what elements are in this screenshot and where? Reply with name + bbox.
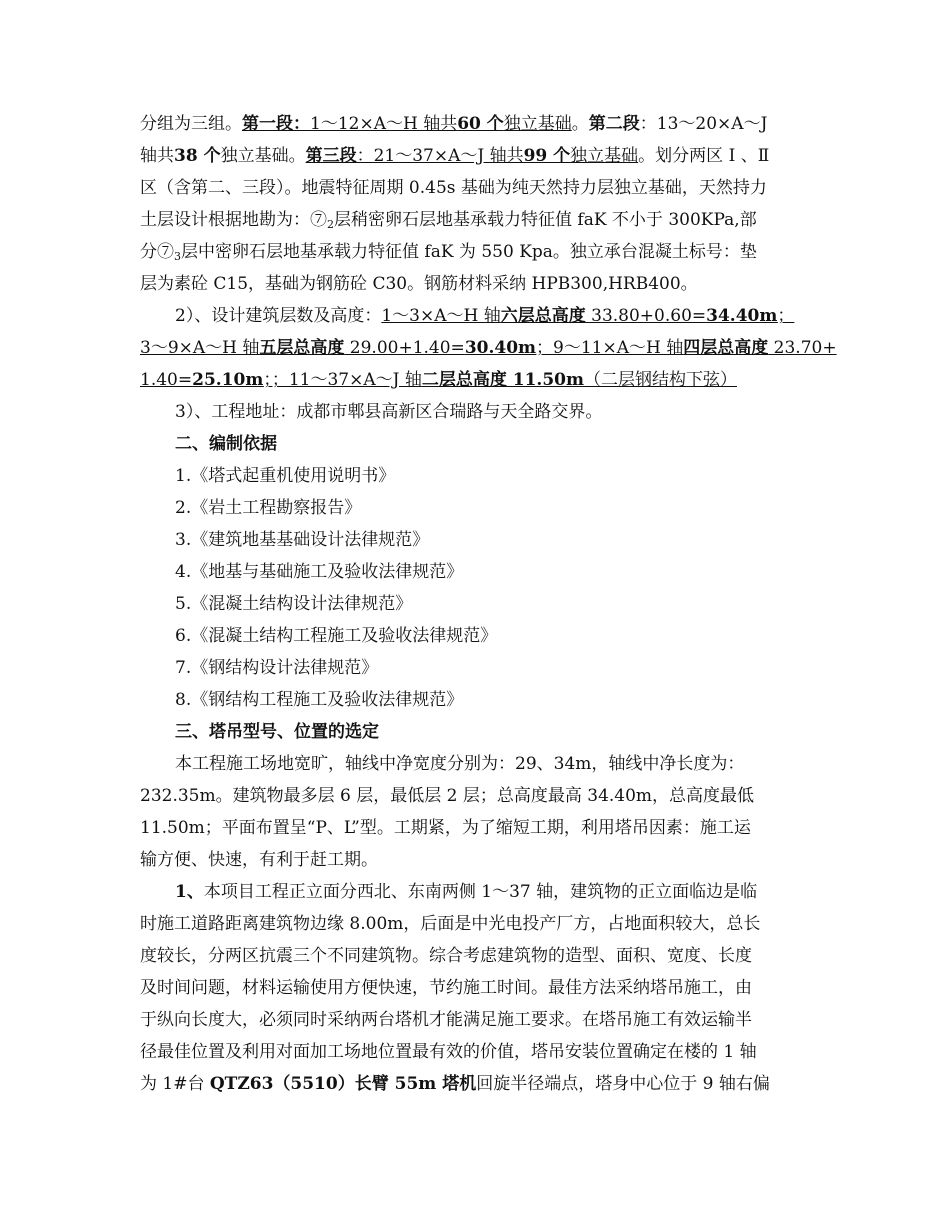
text-span: 层稍密卵石层地基承载力特征值 faK 不小于 300KPa,部: [334, 210, 757, 230]
text-line: 径最佳位置及利用对面加工场地位置最有效的价值，塔吊安装位置确定在楼的 1 轴: [140, 1042, 757, 1062]
bold-span: 第二段: [588, 114, 640, 134]
emphasis-span: 六层总高度: [500, 306, 586, 326]
text-line: [140, 332, 837, 364]
bold-span: QTZ63（5510）长臂 55m 塔机: [209, 1074, 477, 1094]
text-line: [140, 1068, 820, 1100]
underlined-span: （二层钢结构下弦）: [584, 370, 737, 390]
subscript: 3: [174, 250, 181, 263]
text-line: 11.50m；平面布置呈“P、L”型。工期紧，为了缩短工期，利用塔吊因素：施工运: [140, 818, 751, 838]
underlined-span: 1～12×A～H 轴共: [310, 114, 458, 134]
text-line: 及时间问题，材料运输使用方便快速，节约施工时间。最佳方法采纳塔吊施工，由: [140, 978, 752, 998]
text-span: 。: [571, 114, 589, 134]
text-span: 层中密卵石层地基承载力特征值 faK 为 550 Kpa。独立承台混凝土标号：垫: [181, 242, 757, 262]
text-line: 度较长，分两区抗震三个不同建筑物。综合考虑建筑物的造型、面积、宽度、长度: [140, 946, 752, 966]
text-span: 。划分两区 Ⅰ 、Ⅱ: [638, 146, 770, 166]
text-span: 回旋半径端点，塔身中心位于 9 轴右偏: [476, 1074, 770, 1094]
underlined-span: 3～9×A～H 轴: [140, 338, 260, 358]
emphasis-span: 25.10m: [192, 370, 264, 390]
text-line: [175, 876, 820, 908]
text-span: 轴共: [140, 146, 174, 166]
emphasis-span: 34.40m: [706, 306, 778, 326]
text-span: ：13～20×A～J: [639, 114, 768, 134]
bold-span: 1、: [175, 882, 204, 902]
text-line: 于纵向长度大，必须同时采纳两台塔机才能满足施工要求。在塔吊施工有效运输半: [140, 1010, 752, 1030]
list-item: 3.《建筑地基基础设计法律规范》: [175, 530, 430, 550]
emphasis-span: 99 个: [523, 146, 571, 166]
text-line: 输方便、快速，有利于赶工期。: [140, 850, 378, 870]
text-line: [175, 300, 820, 332]
emphasis-span: 二层总高度 11.50m: [421, 370, 584, 390]
list-item: 7.《钢结构设计法律规范》: [175, 658, 379, 678]
underlined-span: 1.40=: [140, 370, 193, 390]
text-line: 时施工道路距离建筑物边缘 8.00m，后面是中光电投产厂方，占地面积较大，总长: [140, 914, 761, 934]
emphasis-span: 30.40m: [464, 338, 537, 358]
text-line: 本工程施工场地宽旷，轴线中净宽度分别为：29、34m，轴线中净长度为：: [175, 754, 745, 774]
list-item: 2.《岩土工程勘察报告》: [175, 498, 362, 518]
text-line: [140, 140, 820, 172]
underlined-span: ；；11～37×A～J 轴: [263, 370, 422, 390]
list-item: 5.《混凝土结构设计法律规范》: [175, 594, 413, 614]
underlined-span: ；9～11×A～H 轴: [536, 338, 684, 358]
underlined-span: 独立基础: [503, 114, 572, 134]
emphasis-span: 五层总高度: [259, 338, 345, 358]
emphasis-span: 第一段：: [242, 114, 310, 134]
list-item: 1.《塔式起重机使用说明书》: [175, 466, 396, 486]
emphasis-span: 60 个: [457, 114, 504, 134]
text-line: [140, 204, 820, 236]
text-span: 为 1#台: [140, 1074, 210, 1094]
underlined-span: 29.00+1.40=: [344, 338, 465, 358]
list-item: 4.《地基与基础施工及验收法律规范》: [175, 562, 464, 582]
underlined-span: 23.70+: [768, 338, 837, 358]
underlined-span: ：21～37×A～J 轴共: [356, 146, 524, 166]
underlined-span: ；: [777, 306, 795, 326]
underlined-span: 33.80+0.60=: [585, 306, 707, 326]
list-item: 8.《钢结构工程施工及验收法律规范》: [175, 690, 464, 710]
section-heading: 二、编制依据: [175, 434, 277, 454]
text-span: 独立基础。: [220, 146, 306, 166]
text-span: 2）、设计建筑层数及高度：: [175, 306, 382, 326]
emphasis-span: 第三段: [305, 146, 357, 166]
text-span: 分组为三组。: [140, 114, 242, 134]
emphasis-span: 四层总高度: [683, 338, 769, 358]
text-span: 土层设计根据地勘为：⑦: [140, 210, 327, 230]
text-line: 层为素砼 C15，基础为钢筋砼 C30。钢筋材料采纳 HPB300,HRB400。: [140, 274, 698, 294]
underlined-span: 独立基础: [570, 146, 639, 166]
text-line: [140, 364, 820, 396]
underlined-span: 1～3×A～H 轴: [381, 306, 501, 326]
text-line: 3）、工程地址：成都市郫县高新区合瑞路与天全路交界。: [175, 402, 603, 422]
text-line: [140, 236, 820, 268]
text-line: 区（含第二、三段）。地震特征周期 0.45s 基础为纯天然持力层独立基础，天然持力: [140, 178, 767, 198]
text-span: 本项目工程正立面分西北、东南两侧 1～37 轴，建筑物的正立面临边是临: [203, 882, 758, 902]
text-line: 232.35m。建筑物最多层 6 层，最低层 2 层；总高度最高 34.40m，总高度最低: [140, 786, 755, 806]
list-item: 6.《混凝土结构工程施工及验收法律规范》: [175, 626, 498, 646]
text-line: [140, 108, 820, 140]
text-span: 分⑦: [140, 242, 174, 262]
bold-span: 38 个: [174, 146, 221, 166]
subscript: 2: [327, 218, 334, 231]
section-heading: 三、塔吊型号、位置的选定: [175, 722, 379, 742]
